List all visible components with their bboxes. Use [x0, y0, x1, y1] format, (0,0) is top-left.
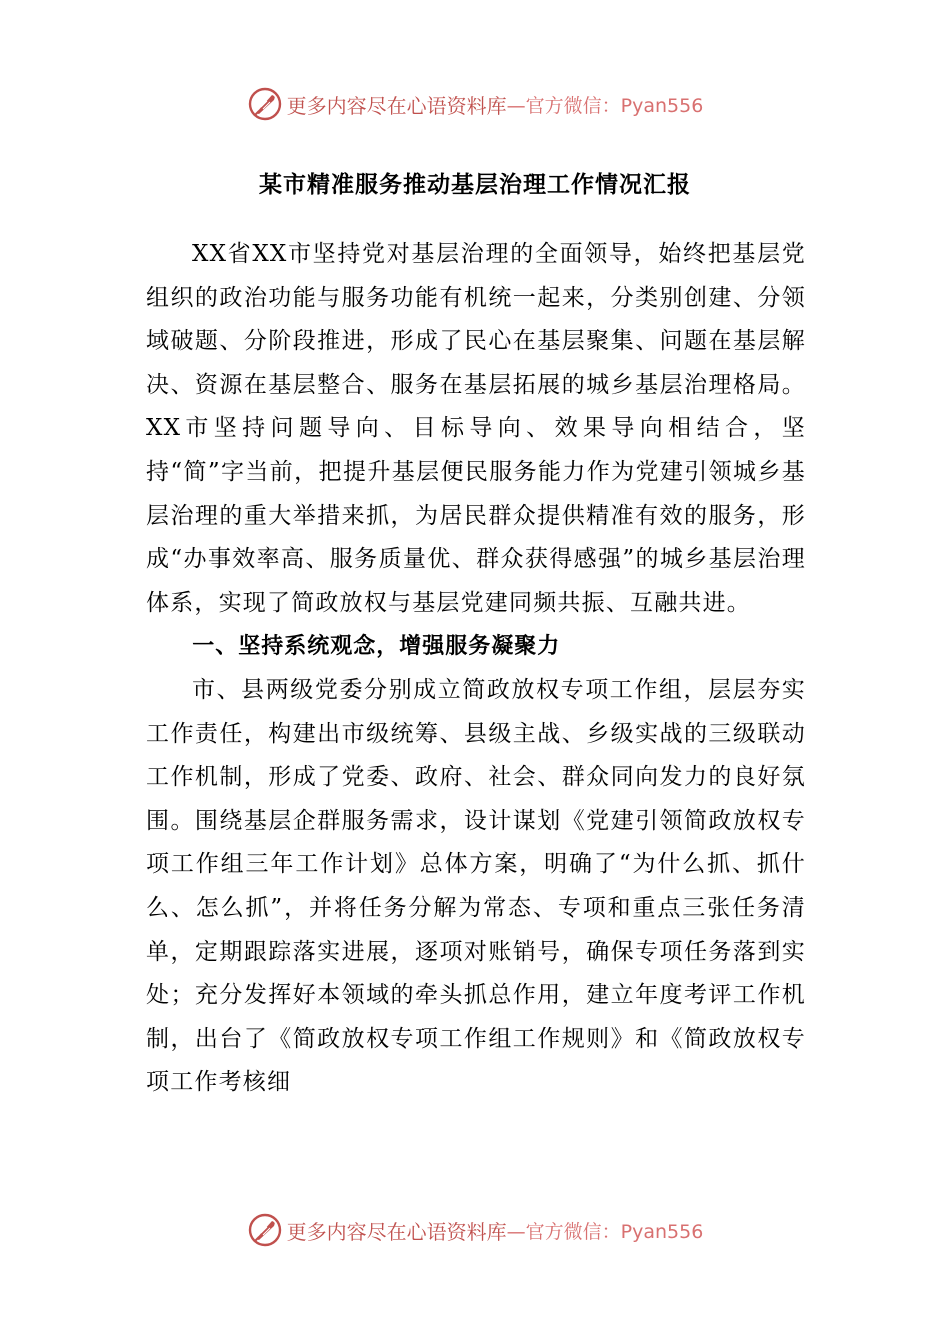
watermark-brand-text: 更多内容尽在心语资料库: [286, 93, 507, 118]
feather-pen-logo-icon: [247, 86, 283, 122]
section-1-heading: 一、坚持系统观念，增强服务凝聚力: [192, 634, 561, 660]
watermark-wechat-text: —官方微信：Pyan556: [506, 94, 704, 117]
document-title: 某市精准服务推动基层治理工作情况汇报: [259, 172, 691, 198]
section-1-paragraph: 市、县两级党委分别成立简政放权专项工作组，层层夯实工作责任，构建出市级统筹、县级主战、乡级实战的三级联动工作机制，形成了党委、政府、社会、群众同向发力的良好氛围。围绕基层企群服务需求，设计谋划《党建引领简政放权专项工作组三年工作计划》总体方案，明确了“为什么抓、抓什么、怎么抓”，并将任务分解为常态、专项和重点三张任务清单，定期跟踪落实进展，逐项对账销号，确保专项任务落到实处；充分发挥好本领域的牵头抓总作用，建立年度考评工作机制，出台了《简政放权专项工作组工作规则》和《简政放权专项工作考核细: [146, 676, 806, 1096]
feather-pen-logo-icon: [247, 1212, 283, 1248]
header-watermark: [0, 84, 950, 124]
watermark-brand-text: 更多内容尽在心语资料库: [286, 1219, 507, 1244]
intro-paragraph: XX省XX市坚持党对基层治理的全面领导，始终把基层党组织的政治功能与服务功能有机统一起来，分类别创建、分领域破题、分阶段推进，形成了民心在基层聚集、问题在基层解决、资源在基层整合、服务在基层拓展的城乡基层治理格局。XX市坚持问题导向、目标导向、效果导向相结合，坚持“简”字当前，把提升基层便民服务能力作为党建引领城乡基层治理的重大举措来抓，为居民群众提供精准有效的服务，形成“办事效率高、服务质量优、群众获得感强”的城乡基层治理体系，实现了简政放权与基层党建同频共振、互融共进。: [146, 241, 806, 616]
footer-watermark: [0, 1210, 950, 1250]
watermark-wechat-text: —官方微信：Pyan556: [506, 1220, 704, 1243]
document-body: [146, 233, 806, 1105]
